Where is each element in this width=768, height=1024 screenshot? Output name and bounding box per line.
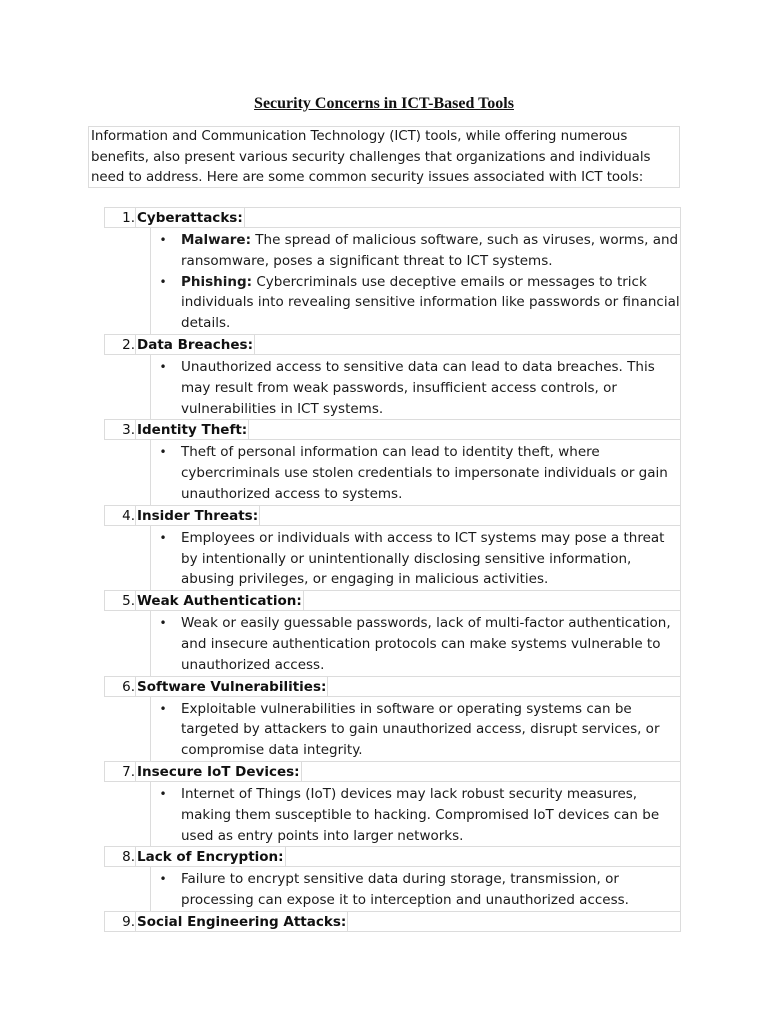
item-details (150, 228, 681, 335)
item-number: 9. (122, 913, 135, 930)
bullet-point (151, 272, 680, 334)
bullet-text: Failure to encrypt sensitive data during storage, transmission, or processing can expose it to interception and unauthorized access. (181, 871, 629, 909)
item-number: 6. (122, 678, 135, 695)
item-heading: Lack of Encryption: (135, 846, 286, 867)
bullet-point (151, 357, 680, 419)
bullet-text: Theft of personal information can lead to identity theft, where cybercriminals use stolen credentials to impersonate individuals or gain unauthorized access to systems. (181, 444, 668, 502)
bullet-lead: Malware: (181, 232, 251, 248)
item-number: 3. (122, 422, 135, 439)
bullet-point (151, 230, 680, 272)
list-item (104, 846, 681, 867)
bullet-dot-icon: • (159, 359, 167, 374)
bullet-point (151, 442, 680, 504)
page-title: Security Concerns in ICT-Based Tools (254, 95, 514, 112)
item-details (150, 526, 681, 591)
bullet-text: Cybercriminals use deceptive emails or messages to trick individuals into revealing sensitive information like passwords or financial details. (181, 273, 680, 332)
list-item (104, 334, 681, 355)
item-heading: Insecure IoT Devices: (135, 761, 302, 782)
bullet-point (151, 699, 680, 761)
list-item (104, 590, 681, 611)
list-item (104, 505, 681, 526)
item-heading: Identity Theft: (135, 419, 249, 440)
item-heading: Insider Threats: (135, 505, 260, 526)
bullet-dot-icon: • (159, 786, 167, 801)
bullet-text: Internet of Things (IoT) devices may lack robust security measures, making them susceptible to hacking. Compromised IoT devices can be used as entry points into larger networks. (181, 785, 660, 844)
item-heading: Social Engineering Attacks: (135, 911, 348, 932)
bullet-point (151, 784, 680, 846)
item-number: 4. (122, 507, 135, 524)
list-item (104, 419, 681, 440)
item-heading: Weak Authentication: (135, 590, 304, 611)
bullet-point (151, 869, 680, 911)
item-heading: Cyberattacks: (135, 207, 245, 228)
item-details (150, 782, 681, 847)
bullet-dot-icon: • (159, 530, 167, 545)
item-number: 2. (122, 336, 135, 353)
item-number: 1. (122, 210, 135, 226)
item-details (150, 440, 681, 505)
item-number: 7. (122, 763, 135, 780)
item-details (150, 355, 681, 420)
item-heading: Software Vulnerabilities: (135, 676, 328, 697)
bullet-lead: Phishing: (181, 273, 253, 290)
item-number: 8. (122, 849, 135, 866)
bullet-text: Unauthorized access to sensitive data can lead to data breaches. This may result from weak passwords, insufficient access controls, or vulnerabilities in ICT systems. (181, 358, 655, 417)
list-item (104, 676, 681, 697)
item-heading: Data Breaches: (135, 334, 255, 355)
item-details (150, 697, 681, 762)
bullet-point (151, 613, 680, 675)
list-item (104, 207, 681, 228)
security-issues-list (104, 208, 681, 932)
bullet-text: Weak or easily guessable passwords, lack of multi-factor authentication, and insecure authentication protocols can make systems vulnerable to unauthorized access. (181, 615, 671, 673)
bullet-dot-icon: • (159, 872, 167, 887)
item-details (150, 867, 681, 912)
bullet-dot-icon: • (159, 445, 167, 460)
bullet-dot-icon: • (159, 274, 167, 289)
bullet-text: The spread of malicious software, such as viruses, worms, and ransomware, poses a significant threat to ICT systems. (181, 232, 679, 269)
bullet-text: Exploitable vulnerabilities in software or operating systems can be targeted by attackers to gain unauthorized access, disrupt services, or compromise data integrity. (181, 700, 660, 759)
item-number: 5. (122, 593, 135, 610)
item-details (150, 611, 681, 676)
list-item (104, 761, 681, 782)
bullet-dot-icon: • (159, 701, 167, 716)
list-item (104, 911, 681, 932)
intro-paragraph: Information and Communication Technology (ICT) tools, while offering numerous benefits, also present various security challenges that organizations and individuals need to address. Here are some common security issues associated with ICT tools: (88, 126, 680, 188)
bullet-text: Employees or individuals with access to ICT systems may pose a threat by intentionally or unintentionally disclosing sensitive information, abusing privileges, or engaging in malicious activities. (181, 529, 665, 588)
bullet-dot-icon: • (159, 616, 167, 631)
bullet-dot-icon: • (159, 233, 167, 247)
bullet-point (151, 528, 680, 590)
